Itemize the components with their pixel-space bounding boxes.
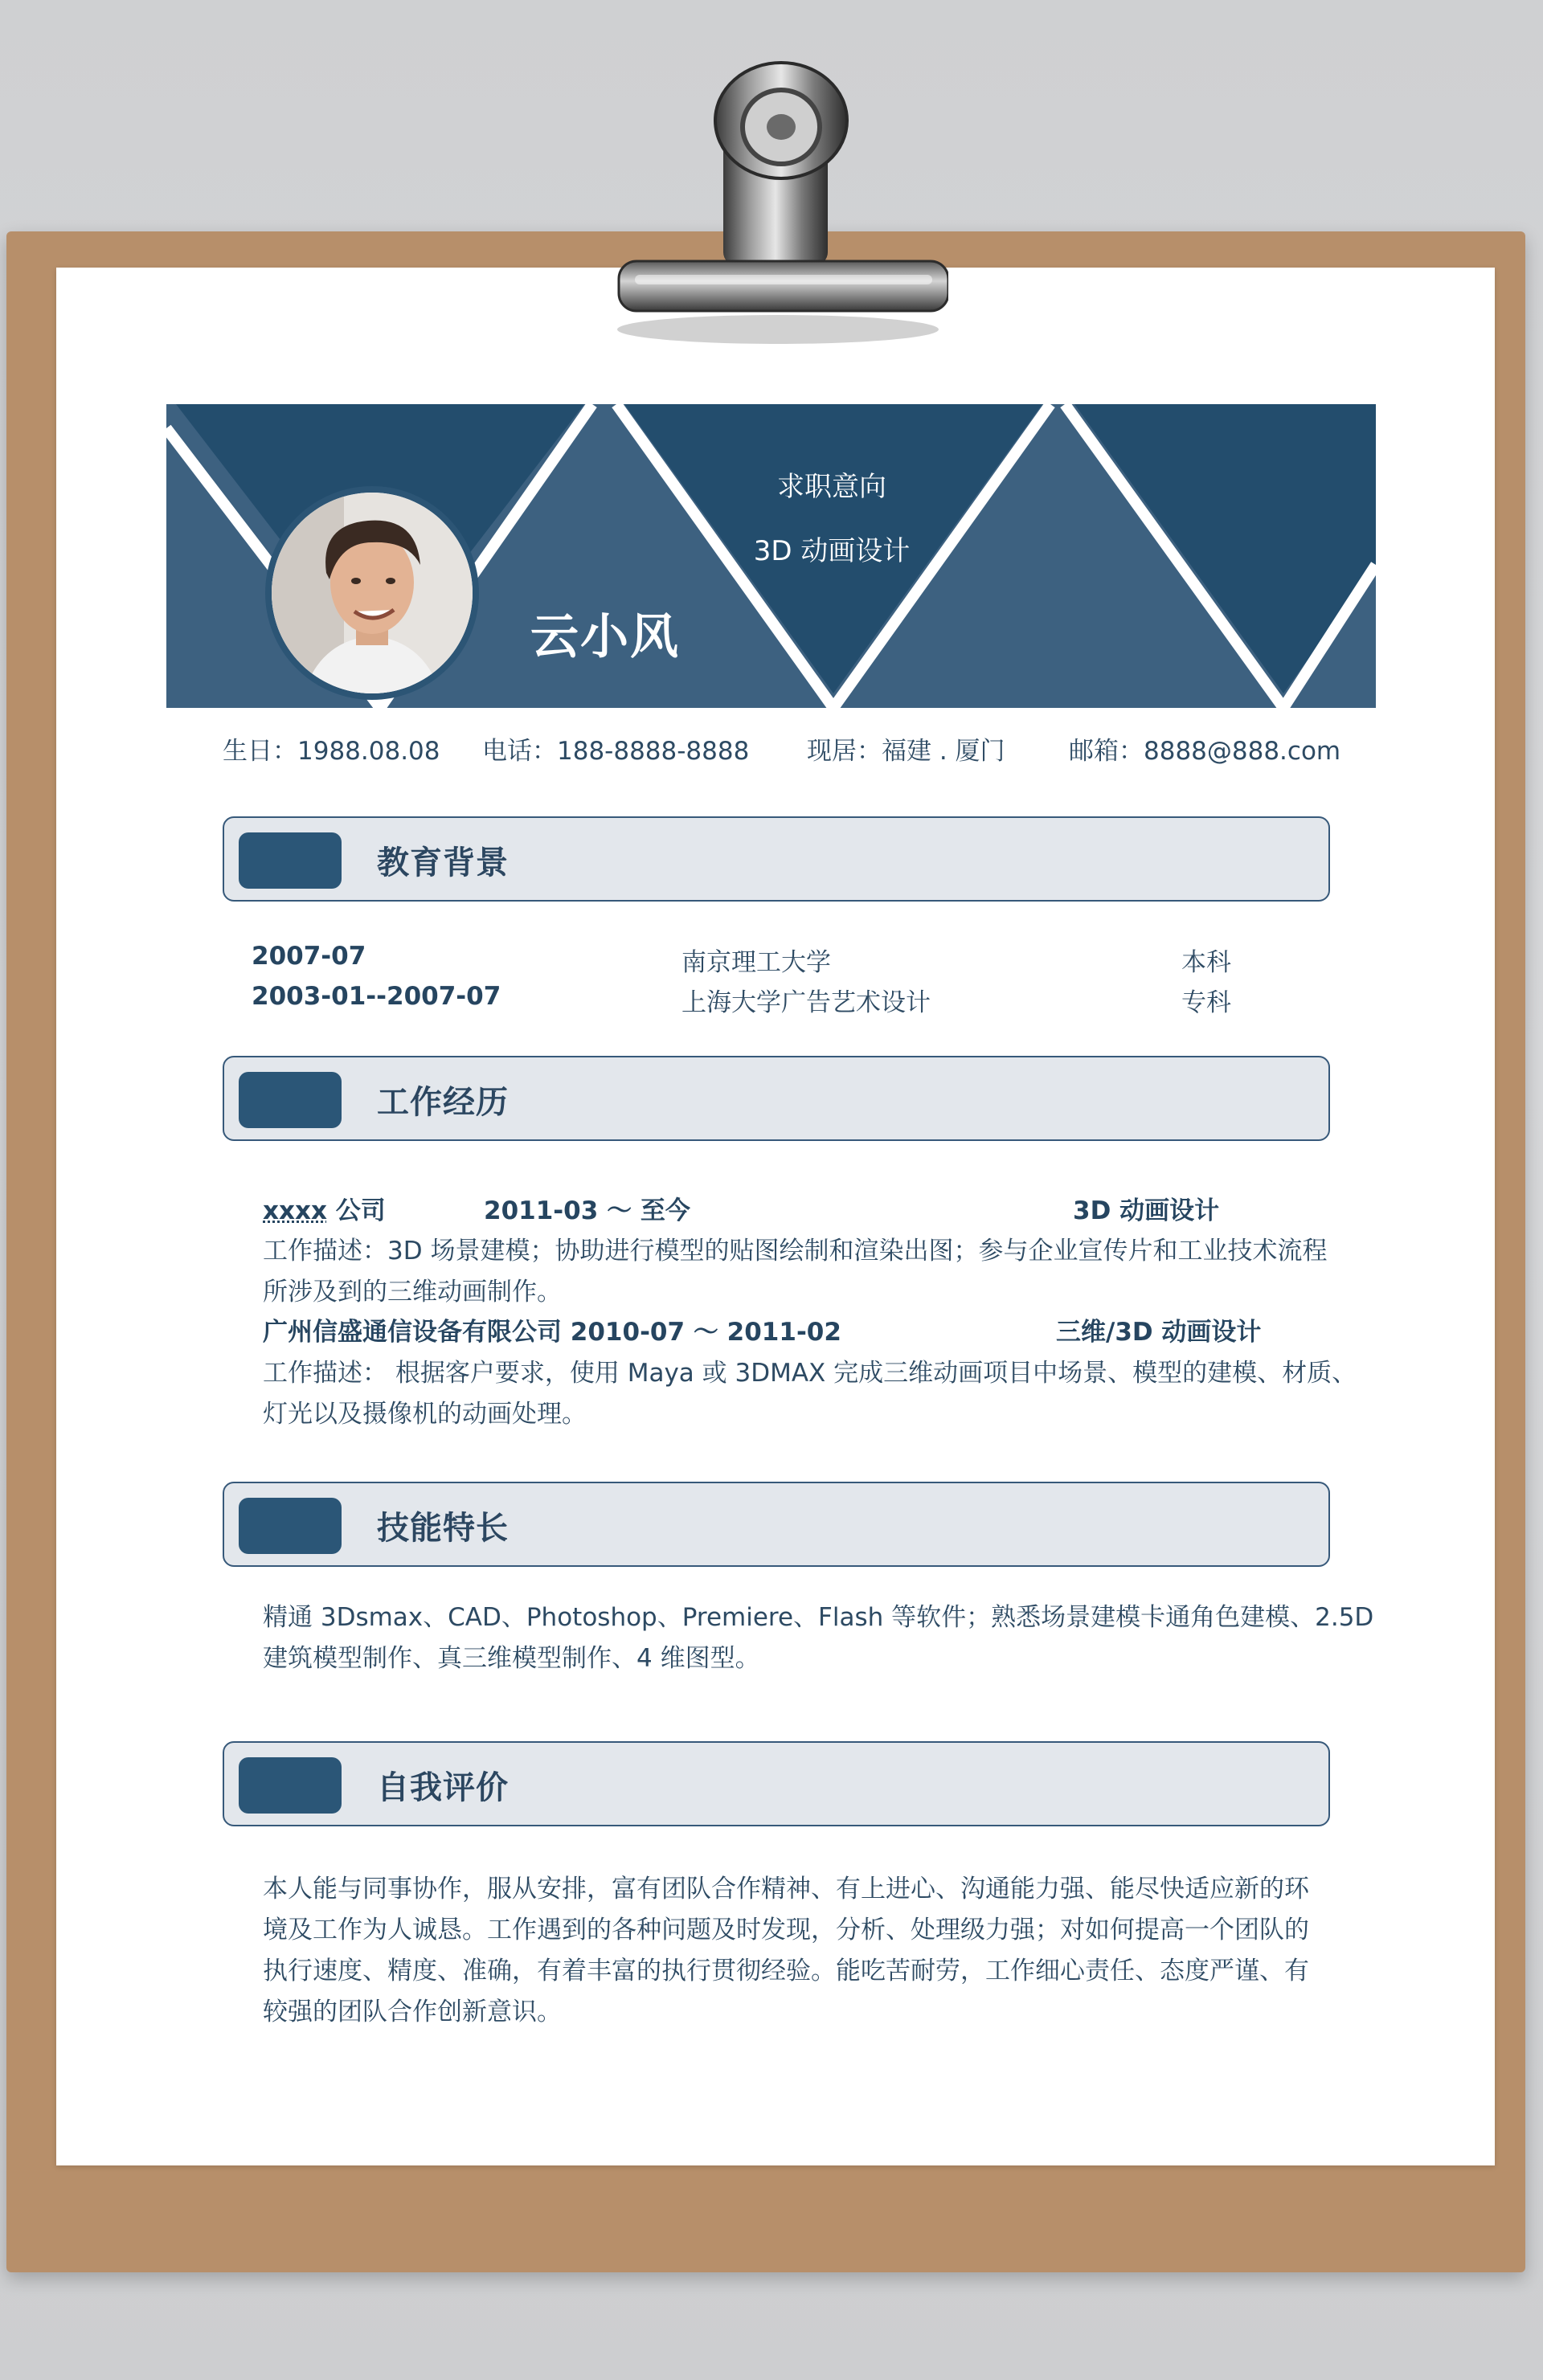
self-eval-text: 较强的团队合作创新意识。 — [263, 1998, 562, 2026]
section-skills-header — [223, 1482, 1330, 1567]
section-tab-icon — [239, 1072, 342, 1128]
email-text: 邮箱：8888@888.com — [1069, 737, 1341, 766]
skills-text: 建筑模型制作、真三维模型制作、4 维图型。 — [263, 1644, 760, 1673]
work-desc: 灯光以及摄像机的动画处理。 — [263, 1400, 587, 1429]
work-desc: 工作描述：3D 场景建模；协助进行模型的贴图绘制和渲染出图；参与企业宣传片和工业技术流程 — [263, 1237, 1328, 1266]
job-intent-label: 求职意向 — [777, 471, 886, 503]
edu-school: 南京理工大学 — [681, 948, 831, 977]
company-name: 公司 — [335, 1196, 386, 1225]
edu-date: 2003-01--2007-07 — [252, 982, 501, 1011]
section-title: 自我评价 — [377, 1769, 509, 1806]
binder-clip-icon — [579, 48, 948, 354]
self-eval-text: 本人能与同事协作，服从安排，富有团队合作精神、有上进心、沟通能力强、能尽快适应新的环 — [263, 1875, 1309, 1904]
birthday-text: 生日：1988.08.08 — [223, 737, 440, 766]
edu-date: 2007-07 — [252, 942, 366, 971]
edu-school: 上海大学广告艺术设计 — [681, 988, 931, 1017]
work-desc: 工作描述： 根据客户要求，使用 Maya 或 3DMAX 完成三维动画项目中场景、模型的建模、材质、 — [263, 1359, 1357, 1388]
work-period: 2011-03 ～ 至今 — [484, 1196, 690, 1225]
section-tab-icon — [239, 1498, 342, 1554]
edu-degree: 本科 — [1181, 948, 1231, 977]
work-desc: 所涉及到的三维动画制作。 — [263, 1278, 562, 1307]
work-position: 3D 动画设计 — [1073, 1196, 1220, 1225]
work-position: 三维/3D 动画设计 — [1056, 1318, 1262, 1347]
self-eval-text: 执行速度、精度、准确，有着丰富的执行贯彻经验。能吃苦耐劳，工作细心责任、态度严谨、有 — [263, 1957, 1309, 1985]
self-eval-text: 境及工作为人诚恳。工作遇到的各种问题及时发现，分析、处理级力强；对如何提高一个团队的 — [263, 1916, 1309, 1944]
section-self-header — [223, 1741, 1330, 1826]
candidate-name: 云小风 — [530, 609, 680, 665]
section-tab-icon — [239, 1757, 342, 1814]
company-prefix: xxxx — [263, 1196, 327, 1225]
section-title: 教育背景 — [377, 844, 509, 881]
edu-degree: 专科 — [1181, 988, 1231, 1017]
work-company — [263, 1190, 386, 1226]
skills-text: 精通 3Dsmax、CAD、Photoshop、Premiere、Flash 等软件；熟悉场景建模卡通角色建模、2.5D — [263, 1603, 1374, 1632]
section-work-header — [223, 1056, 1330, 1141]
section-tab-icon — [239, 832, 342, 889]
location-text: 现居：福建 . 厦门 — [807, 737, 1005, 766]
avatar — [265, 486, 479, 700]
phone-text: 电话：188-8888-8888 — [482, 737, 750, 766]
section-title: 工作经历 — [377, 1084, 509, 1121]
work-company: 广州信盛通信设备有限公司 2010-07 ～ 2011-02 — [263, 1318, 841, 1347]
job-intent-title: 3D 动画设计 — [753, 535, 911, 567]
section-education-header — [223, 816, 1330, 902]
section-title: 技能特长 — [377, 1510, 509, 1547]
